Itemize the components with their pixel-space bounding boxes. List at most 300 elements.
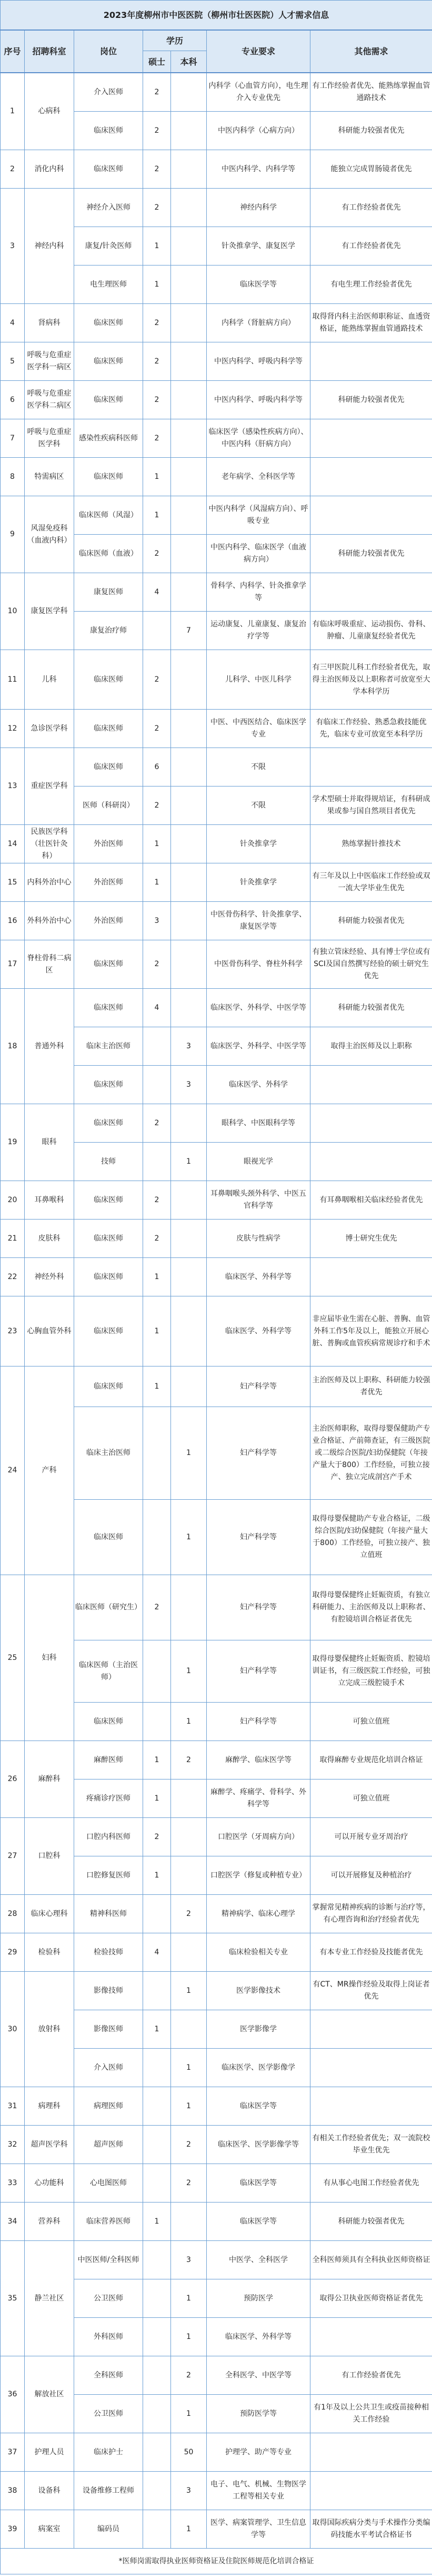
major-requirement: 临床医学、外科学	[207, 1066, 310, 1104]
bachelor-count: 1	[171, 2087, 207, 2126]
position-title: 检验技师	[74, 1933, 143, 1972]
bachelor-count	[171, 1258, 207, 1296]
row-dept: 普通外科	[25, 989, 74, 1104]
master-count: 1	[143, 1779, 171, 1818]
master-count: 2	[143, 786, 171, 825]
master-count	[143, 2472, 171, 2510]
master-count	[143, 2510, 171, 2549]
row-seq: 17	[1, 940, 25, 989]
row-dept: 心病科	[25, 73, 74, 150]
table-row	[1, 940, 432, 989]
position-title: 电生理医师	[74, 266, 143, 304]
bachelor-count: 7	[171, 612, 207, 650]
major-requirement: 中医内科学、内科学等	[207, 150, 310, 189]
other-requirement: 全科医师须具有全科执业医师资格证	[310, 2241, 432, 2279]
bachelor-count: 1	[171, 1640, 207, 1703]
row-seq: 10	[1, 573, 25, 650]
master-count: 2	[143, 1181, 171, 1220]
other-requirement: 有工作经验者优先、能熟练掌握血管通路技术	[310, 73, 432, 112]
major-requirement: 眼科学、中医眼科学等	[207, 1104, 310, 1143]
major-requirement: 临床医学、医学影像学	[207, 2049, 310, 2087]
position-title: 临床医师（血液）	[74, 535, 143, 573]
major-requirement: 临床医学、外科学、中医学等	[207, 1027, 310, 1066]
row-seq: 25	[1, 1575, 25, 1741]
bachelor-count: 3	[171, 1066, 207, 1104]
major-requirement: 中医内科学、临床医学（血液病方向）	[207, 535, 310, 573]
position-title: 临床医师	[74, 150, 143, 189]
table-row	[1, 2164, 432, 2203]
master-count: 1	[143, 1856, 171, 1895]
bachelor-count	[171, 1575, 207, 1640]
other-requirement	[310, 2087, 432, 2126]
bachelor-count	[171, 112, 207, 150]
major-requirement: 口腔医学（牙周病方向）	[207, 1818, 310, 1856]
position-title: 口腔修复医师	[74, 1856, 143, 1895]
row-dept: 眼科	[25, 1104, 74, 1181]
master-count	[143, 2395, 171, 2433]
table-row	[1, 1972, 432, 2010]
other-requirement: 科研能力较强者优先	[310, 989, 432, 1027]
other-requirement	[310, 573, 432, 612]
table-row	[1, 304, 432, 342]
position-title: 临床医师	[74, 1296, 143, 1366]
row-dept: 耳鼻喉科	[25, 1181, 74, 1220]
master-count: 2	[143, 1220, 171, 1258]
header-major: 专业要求	[207, 30, 310, 73]
master-count	[143, 2087, 171, 2126]
row-seq: 11	[1, 650, 25, 710]
row-dept: 特需病区	[25, 458, 74, 496]
position-title: 影像技师	[74, 1972, 143, 2010]
major-requirement: 妇产科学等	[207, 1407, 310, 1500]
other-requirement	[310, 458, 432, 496]
major-requirement: 不限	[207, 748, 310, 786]
bachelor-count	[171, 573, 207, 612]
master-count	[143, 2318, 171, 2356]
major-requirement: 中医骨伤科学、脊柱外科学	[207, 940, 310, 989]
major-requirement: 临床医学（感染性疾病方向）、中医内科（肝病方向）	[207, 419, 310, 458]
major-requirement: 临床医学、外科学等	[207, 1296, 310, 1366]
row-dept: 静兰社区	[25, 2241, 74, 2356]
header-education: 学历	[143, 30, 207, 51]
other-requirement: 取得主治医师及以上职称	[310, 1027, 432, 1066]
bachelor-count	[171, 2010, 207, 2049]
row-dept: 皮肤科	[25, 1220, 74, 1258]
table-row	[1, 573, 432, 612]
master-count	[143, 1703, 171, 1741]
table-row	[1, 150, 432, 189]
bachelor-count: 1	[171, 2279, 207, 2318]
position-title: 超声医师	[74, 2126, 143, 2164]
bachelor-count: 1	[171, 2395, 207, 2433]
row-seq: 39	[1, 2510, 25, 2549]
table-row	[1, 863, 432, 902]
bachelor-count	[171, 825, 207, 863]
row-seq: 33	[1, 2164, 25, 2203]
bachelor-count: 1	[171, 2049, 207, 2087]
major-requirement: 临床医学、外科学等	[207, 2318, 310, 2356]
row-dept: 呼吸与危重症医学科二病区	[25, 381, 74, 419]
major-requirement: 中医内科学、呼吸内科学等	[207, 381, 310, 419]
master-count: 2	[143, 1575, 171, 1640]
master-count	[143, 2241, 171, 2279]
position-title: 康复医师	[74, 573, 143, 612]
master-count: 6	[143, 748, 171, 786]
master-count: 1	[143, 227, 171, 266]
bachelor-count: 50	[171, 2433, 207, 2472]
master-count: 2	[143, 112, 171, 150]
row-seq: 20	[1, 1181, 25, 1220]
other-requirement: 有1年及以上公共卫生或疫苗接种相关工作经验	[310, 2395, 432, 2433]
position-title: 介入医师	[74, 2049, 143, 2087]
row-seq: 14	[1, 825, 25, 863]
position-title: 临床医师（主治医师）	[74, 1640, 143, 1703]
master-count: 1	[143, 825, 171, 863]
other-requirement: 博士研究生优先	[310, 1220, 432, 1258]
bachelor-count: 2	[171, 2356, 207, 2395]
row-dept: 心胸血管外科	[25, 1296, 74, 1366]
row-seq: 3	[1, 189, 25, 304]
row-seq: 35	[1, 2241, 25, 2356]
master-count	[143, 1027, 171, 1066]
position-title: 临床营养医师	[74, 2203, 143, 2241]
position-title: 外治医师	[74, 825, 143, 863]
table-row	[1, 989, 432, 1027]
major-requirement: 皮肤与性病学	[207, 1220, 310, 1258]
bachelor-count: 1	[171, 1500, 207, 1575]
other-requirement: 取得母婴保健助产专业合格证，二级综合医院/妇幼保健院（年接产量大于800）工作经验，可独立接产、独立值班	[310, 1500, 432, 1575]
master-count: 2	[143, 381, 171, 419]
bachelor-count	[171, 2203, 207, 2241]
header-other: 其他需求	[310, 30, 432, 73]
position-title: 临床医师	[74, 342, 143, 381]
position-title: 临床医师	[74, 1104, 143, 1143]
position-title: 临床医师	[74, 1066, 143, 1104]
major-requirement: 临床医学、外科学、中医学等	[207, 989, 310, 1027]
bachelor-count	[171, 266, 207, 304]
bachelor-count: 2	[171, 2126, 207, 2164]
bachelor-count	[171, 786, 207, 825]
row-dept: 口腔科	[25, 1818, 74, 1895]
bachelor-count: 1	[171, 1407, 207, 1500]
master-count: 2	[143, 304, 171, 342]
position-title: 临床主治医师	[74, 1407, 143, 1500]
table-row	[1, 1220, 432, 1258]
table-row	[1, 2126, 432, 2164]
master-count: 3	[143, 902, 171, 940]
major-requirement: 临床医学、医学影像学等	[207, 2126, 310, 2164]
position-title: 病理医师	[74, 2087, 143, 2126]
major-requirement: 全科医学、中医学等	[207, 2356, 310, 2395]
other-requirement: 科研能力较强者优先	[310, 381, 432, 419]
table-row	[1, 1258, 432, 1296]
row-seq: 19	[1, 1104, 25, 1181]
bachelor-count: 3	[171, 2241, 207, 2279]
table-row	[1, 1818, 432, 1856]
row-seq: 36	[1, 2356, 25, 2433]
position-title: 临床医师	[74, 381, 143, 419]
major-requirement: 预防医学	[207, 2279, 310, 2318]
table-row	[1, 1575, 432, 1640]
other-requirement	[310, 1258, 432, 1296]
other-requirement: 熟练掌握针推技术	[310, 825, 432, 863]
bachelor-count: 1	[171, 2318, 207, 2356]
major-requirement: 儿科学、中医儿科学	[207, 650, 310, 710]
other-requirement: 科研能力较强者优先	[310, 535, 432, 573]
bachelor-count	[171, 1933, 207, 1972]
row-dept: 呼吸与危重症医学科一病区	[25, 342, 74, 381]
master-count	[143, 2279, 171, 2318]
row-seq: 9	[1, 496, 25, 573]
major-requirement: 中医内科学（心病方向）	[207, 112, 310, 150]
table-row	[1, 1895, 432, 1933]
table-row	[1, 2510, 432, 2549]
row-dept: 护理人员	[25, 2433, 74, 2472]
row-dept: 重症医学科	[25, 748, 74, 825]
master-count: 1	[143, 458, 171, 496]
major-requirement: 护理学、助产等专业	[207, 2433, 310, 2472]
other-requirement	[310, 748, 432, 786]
master-count: 1	[143, 1258, 171, 1296]
table-row	[1, 189, 432, 227]
position-title: 外科医师	[74, 2318, 143, 2356]
position-title: 临床医师	[74, 1366, 143, 1407]
bachelor-count	[171, 381, 207, 419]
table-row	[1, 1933, 432, 1972]
bachelor-count	[171, 1779, 207, 1818]
row-seq: 5	[1, 342, 25, 381]
major-requirement: 妇产科学等	[207, 1640, 310, 1703]
position-title: 临床医师	[74, 989, 143, 1027]
major-requirement: 麻醉学、临床医学等	[207, 1741, 310, 1779]
other-requirement: 取得母婴保健终止妊娠资质，有独立科研能力、主治医师及以上职称者、有腔镜培训合格证者优先	[310, 1575, 432, 1640]
major-requirement: 中医内科学（风湿病方向）、呼吸专业	[207, 496, 310, 535]
position-title: 临床医师	[74, 1500, 143, 1575]
master-count: 1	[143, 2203, 171, 2241]
other-requirement: 可以开展修复及种植治疗	[310, 1856, 432, 1895]
master-count: 1	[143, 2010, 171, 2049]
row-dept: 放射科	[25, 1972, 74, 2087]
master-count: 1	[143, 1741, 171, 1779]
row-dept: 病理科	[25, 2087, 74, 2126]
row-dept: 临床心理科	[25, 1895, 74, 1933]
position-title: 康复治疗师	[74, 612, 143, 650]
row-seq: 15	[1, 863, 25, 902]
bachelor-count	[171, 748, 207, 786]
bachelor-count	[171, 496, 207, 535]
table-row	[1, 1741, 432, 1779]
position-title: 临床医师	[74, 112, 143, 150]
row-seq: 12	[1, 710, 25, 748]
other-requirement	[310, 1143, 432, 1181]
master-count: 4	[143, 989, 171, 1027]
other-requirement	[310, 2010, 432, 2049]
bachelor-count: 1	[171, 1703, 207, 1741]
other-requirement: 可独立值班	[310, 1703, 432, 1741]
master-count	[143, 2049, 171, 2087]
master-count	[143, 2126, 171, 2164]
header-seq: 序号	[1, 30, 25, 73]
table-row	[1, 419, 432, 458]
major-requirement: 麻醉学、疼痛学、骨科学、外科学等	[207, 1779, 310, 1818]
other-requirement: 取得公卫执业医师资格证者优先	[310, 2279, 432, 2318]
table-body	[1, 73, 432, 2549]
major-requirement: 中医、中西医结合、临床医学专业	[207, 710, 310, 748]
table-row	[1, 342, 432, 381]
major-requirement: 妇产科学等	[207, 1500, 310, 1575]
header-master: 硕士	[143, 51, 171, 73]
master-count	[143, 2433, 171, 2472]
other-requirement: 有耳鼻咽喉相关临床经验者优先	[310, 1181, 432, 1220]
other-requirement: 有临床工作经验、熟悉急救技能优先，临床专业可放宽至本科学历	[310, 710, 432, 748]
bachelor-count	[171, 304, 207, 342]
other-requirement	[310, 2318, 432, 2356]
page-title: 2023年度柳州市中医医院（柳州市壮医医院）人才需求信息	[1, 1, 432, 31]
master-count	[143, 1066, 171, 1104]
major-requirement: 临床医学等	[207, 2164, 310, 2203]
position-title: 全科医师	[74, 2356, 143, 2395]
row-dept: 超声医学科	[25, 2126, 74, 2164]
row-dept: 产科	[25, 1366, 74, 1575]
major-requirement: 医学、病案管理学、卫生信息学等	[207, 2510, 310, 2549]
position-title: 临床医师（风湿）	[74, 496, 143, 535]
row-seq: 37	[1, 2433, 25, 2472]
major-requirement: 临床检验相关专业	[207, 1933, 310, 1972]
row-seq: 4	[1, 304, 25, 342]
other-requirement: 有相关工作经验者优先；双一流院校毕业生优先	[310, 2126, 432, 2164]
position-title: 中医医师/全科医师	[74, 2241, 143, 2279]
master-count	[143, 1143, 171, 1181]
major-requirement: 针灸推拿学	[207, 863, 310, 902]
table-row	[1, 902, 432, 940]
other-requirement: 有三年及以上中医临床工作经验或双一流大学毕业生优先	[310, 863, 432, 902]
position-title: 临床医师	[74, 1181, 143, 1220]
row-dept: 脊柱骨科二病区	[25, 940, 74, 989]
row-dept: 解放社区	[25, 2356, 74, 2433]
position-title: 临床主治医师	[74, 1027, 143, 1066]
table-row	[1, 1181, 432, 1220]
major-requirement: 口腔医学（修复或种植专业）	[207, 1856, 310, 1895]
master-count: 1	[143, 266, 171, 304]
bachelor-count	[171, 458, 207, 496]
row-dept: 消化内科	[25, 150, 74, 189]
master-count: 2	[143, 940, 171, 989]
row-seq: 16	[1, 902, 25, 940]
row-seq: 2	[1, 150, 25, 189]
position-title: 临床医师	[74, 710, 143, 748]
bachelor-count: 1	[171, 2510, 207, 2549]
major-requirement: 不限	[207, 786, 310, 825]
major-requirement: 耳鼻咽喉头颈外科学、中医五官科学等	[207, 1181, 310, 1220]
master-count: 1	[143, 1366, 171, 1407]
position-title: 临床医师	[74, 748, 143, 786]
master-count: 2	[143, 1818, 171, 1856]
table-row	[1, 2241, 432, 2279]
major-requirement: 妇产科学等	[207, 1575, 310, 1640]
major-requirement: 内科学（心血管方向），电生理介入专业优先	[207, 73, 310, 112]
other-requirement: 有临床呼吸重症、运动损伤、骨科、肿瘤、儿童康复经验者优先	[310, 612, 432, 650]
row-seq: 24	[1, 1366, 25, 1575]
position-title: 麻醉医师	[74, 1741, 143, 1779]
major-requirement: 临床医学等	[207, 2203, 310, 2241]
bachelor-count	[171, 1220, 207, 1258]
bachelor-count	[171, 1104, 207, 1143]
row-dept: 风湿免疫科（血液内科）	[25, 496, 74, 573]
other-requirement	[310, 496, 432, 535]
master-count	[143, 1407, 171, 1500]
master-count: 2	[143, 710, 171, 748]
position-title: 临床护士	[74, 2433, 143, 2472]
bachelor-count	[171, 342, 207, 381]
position-title: 设备维修工程师	[74, 2472, 143, 2510]
position-title: 感染性疾病科医师	[74, 419, 143, 458]
other-requirement: 可以开展专业牙周治疗	[310, 1818, 432, 1856]
row-seq: 26	[1, 1741, 25, 1818]
major-requirement: 电子、电气、机械、生物医学工程等相关专业	[207, 2472, 310, 2510]
row-seq: 22	[1, 1258, 25, 1296]
other-requirement: 有电生理工作经验者优先	[310, 266, 432, 304]
table-row	[1, 710, 432, 748]
row-dept: 儿科	[25, 650, 74, 710]
table-row	[1, 825, 432, 863]
row-dept: 营养科	[25, 2203, 74, 2241]
row-dept: 肾病科	[25, 304, 74, 342]
other-requirement	[310, 2472, 432, 2510]
row-seq: 29	[1, 1933, 25, 1972]
table-row	[1, 2203, 432, 2241]
position-title: 临床医师	[74, 458, 143, 496]
table-row	[1, 1366, 432, 1407]
row-seq: 27	[1, 1818, 25, 1895]
other-requirement: 掌握常见精神疾病的诊断与治疗等，有心理咨询和治疗经验者优先	[310, 1895, 432, 1933]
position-title: 编码员	[74, 2510, 143, 2549]
row-seq: 18	[1, 989, 25, 1104]
position-title: 康复/针灸医师	[74, 227, 143, 266]
other-requirement: 科研能力较强者优先	[310, 2203, 432, 2241]
bachelor-count	[171, 940, 207, 989]
row-seq: 34	[1, 2203, 25, 2241]
bachelor-count: 2	[171, 2164, 207, 2203]
major-requirement: 骨科学、内科学、针灸推拿学等	[207, 573, 310, 612]
major-requirement: 针灸推拿学	[207, 825, 310, 863]
other-requirement: 有从事心电图工作经验者优先	[310, 2164, 432, 2203]
table-row	[1, 1296, 432, 1366]
other-requirement: 学术型硕士并取得规培证，有科研成果或参与国自然项目者优先	[310, 786, 432, 825]
other-requirement: 取得母婴保健终止妊娠资质、腔镜培训证书，有三级医院工作经验，可独立完成三级腔镜手术	[310, 1640, 432, 1703]
bachelor-count	[171, 1296, 207, 1366]
table-row	[1, 2472, 432, 2510]
other-requirement: 取得国际疾病分类与手术操作分类编码技能水平考试合格证书	[310, 2510, 432, 2549]
major-requirement: 中医骨伤科学、针灸推拿学、康复医学等	[207, 902, 310, 940]
other-requirement: 主治医师职称，取得母婴保健助产专业合格证、产前筛查证，有三级医院或二级综合医院/妇幼保健院（年接产量大于800）工作经验，可独立接产、独立完成剖宫产手术	[310, 1407, 432, 1500]
other-requirement: 能独立完成胃肠镜者优先	[310, 150, 432, 189]
master-count: 2	[143, 189, 171, 227]
table-row	[1, 381, 432, 419]
master-count: 1	[143, 496, 171, 535]
other-requirement	[310, 419, 432, 458]
row-dept: 心功能科	[25, 2164, 74, 2203]
table-row	[1, 73, 432, 112]
bachelor-count: 1	[171, 1143, 207, 1181]
position-title: 公卫医师	[74, 2279, 143, 2318]
other-requirement: 有独立管床经验、具有博士学位或有SCI及国自然撰写经验的硕士研究生优先	[310, 940, 432, 989]
other-requirement: 有工作经验者优先	[310, 189, 432, 227]
row-dept: 麻醉科	[25, 1741, 74, 1818]
master-count	[143, 1640, 171, 1703]
bachelor-count	[171, 419, 207, 458]
bachelor-count	[171, 650, 207, 710]
major-requirement: 预防医学等	[207, 2395, 310, 2433]
